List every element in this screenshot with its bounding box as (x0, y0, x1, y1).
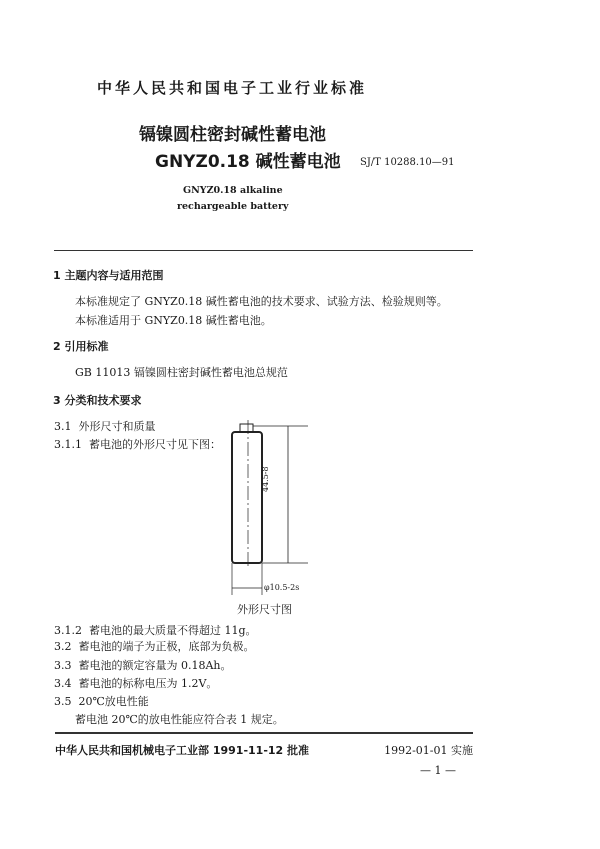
english-title-line1: GNYZ0.18 alkaline (183, 185, 283, 196)
footer-rule (55, 732, 473, 734)
clause-number: 3.4 (54, 677, 72, 690)
clause-text: 蓄电池的标称电压为 1.2V。 (78, 677, 218, 690)
diameter-dimension-label: φ10.5-2s (264, 583, 300, 592)
section-heading: 2 引用标准 (53, 340, 109, 353)
body-line: 本标准适用于 GNYZ0.18 碱性蓄电池。 (75, 314, 272, 327)
page-number: — 1 — (420, 764, 456, 777)
section-heading: 3 分类和技术要求 (53, 394, 142, 407)
title-line2: GNYZ0.18 碱性蓄电池 (155, 152, 341, 172)
battery-body (232, 432, 262, 563)
clause-number: 3.3 (54, 659, 72, 672)
clause-text: 蓄电池的额定容量为 0.18Ah。 (78, 659, 232, 672)
clause-body: 蓄电池 20℃的放电性能应符合表 1 规定。 (75, 713, 284, 726)
body-line: 本标准规定了 GNYZ0.18 碱性蓄电池的技术要求、试验方法、检验规则等。 (75, 295, 448, 308)
height-dimension-label: 44.5-8 (261, 466, 270, 492)
clause-number: 3.5 (54, 695, 72, 708)
clause-text: 外形尺寸和质量 (78, 420, 156, 433)
clause-text: 蓄电池的最大质量不得超过 11g。 (89, 624, 257, 637)
standard-number: SJ/T 10288.10—91 (360, 157, 455, 168)
effective-date: 1992-01-01 实施 (384, 744, 473, 757)
section-heading: 1 主题内容与适用范围 (53, 269, 164, 282)
approval-text: 中华人民共和国机械电子工业部 1991-11-12 批准 (55, 744, 310, 757)
battery-terminal (240, 424, 253, 432)
figure-caption: 外形尺寸图 (237, 603, 292, 616)
title-line1: 镉镍圆柱密封碱性蓄电池 (139, 125, 326, 145)
clause-number: 3.1.1 (54, 438, 82, 451)
clause-number: 3.1 (54, 420, 72, 433)
reference-standard: GB 11013 镉镍圆柱密封碱性蓄电池总规范 (75, 366, 288, 379)
clause-text: 20℃放电性能 (78, 695, 149, 708)
english-title-line2: rechargeable battery (177, 201, 289, 212)
org-standard-header: 中华人民共和国电子工业行业标准 (97, 79, 368, 97)
clause-text: 蓄电池的端子为正极，底部为负极。 (78, 640, 255, 653)
clause-text: 蓄电池的外形尺寸见下图： (89, 438, 221, 451)
clause-number: 3.1.2 (54, 624, 82, 637)
clause-number: 3.2 (54, 640, 72, 653)
